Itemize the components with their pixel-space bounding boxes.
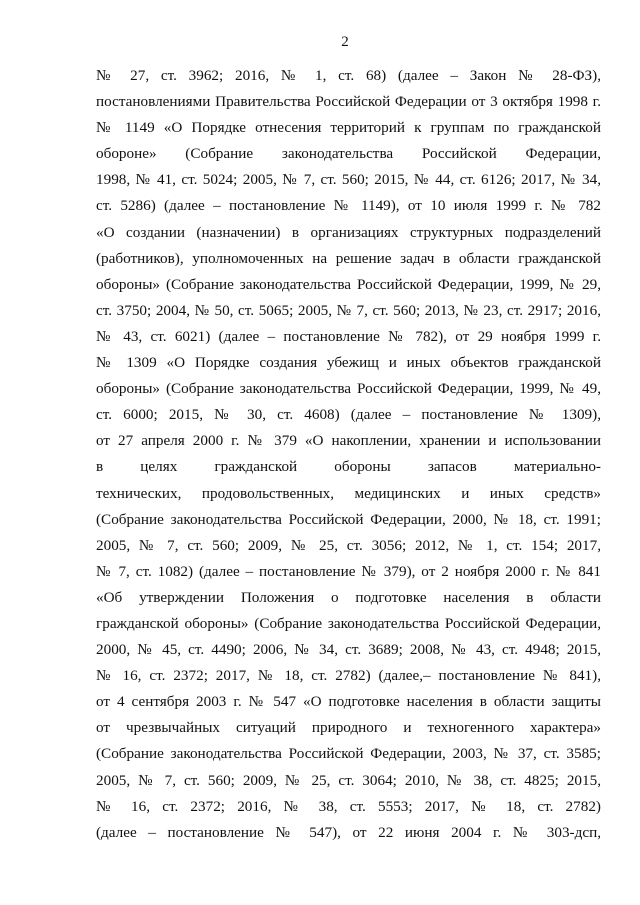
page-number: 2 xyxy=(341,34,349,50)
text-line: № 1309 «О Порядке создания убежищ и иных объектов гражданской xyxy=(96,354,601,372)
text-line: (далее – постановление № 547), от 22 июня 2004 г. № 303-дсп, xyxy=(96,823,601,841)
text-line: в целях гражданской обороны запасов материально- xyxy=(96,458,601,476)
document-body xyxy=(96,63,601,846)
text-line: 2005, № 7, ст. 560; 2009, № 25, ст. 3064; 2010, № 38, ст. 4825; 2015, xyxy=(96,771,601,789)
text-line: обороне» (Собрание законодательства Российской Федерации, xyxy=(96,145,601,163)
text-line: «Об утверждении Положения о подготовке населения в области xyxy=(96,588,601,606)
text-line: № 7, ст. 1082) (далее – постановление № 379), от 2 ноября 2000 г. № 841 xyxy=(96,562,601,580)
text-line: «О создании (назначении) в организациях структурных подразделений xyxy=(96,223,601,241)
text-line: от 4 сентября 2003 г. № 547 «О подготовке населения в области защиты xyxy=(96,693,601,711)
text-line: № 1149 «О Порядке отнесения территорий к группам по гражданской xyxy=(96,119,601,137)
text-line: ст. 3750; 2004, № 50, ст. 5065; 2005, № 7, ст. 560; 2013, № 23, ст. 2917; 2016, xyxy=(96,301,601,319)
text-line: 2000, № 45, ст. 4490; 2006, № 34, ст. 3689; 2008, № 43, ст. 4948; 2015, xyxy=(96,641,601,659)
text-line: ст. 5286) (далее – постановление № 1149), от 10 июля 1999 г. № 782 xyxy=(96,197,601,215)
text-line: (Собрание законодательства Российской Федерации, 2000, № 18, ст. 1991; xyxy=(96,510,601,528)
text-line: № 27, ст. 3962; 2016, № 1, ст. 68) (далее – Закон № 28-ФЗ), xyxy=(96,67,601,84)
text-line: (Собрание законодательства Российской Федерации, 2003, № 37, ст. 3585; xyxy=(96,745,601,763)
text-line: постановлениями Правительства Российской Федерации от 3 октября 1998 г. xyxy=(96,93,601,111)
text-line: гражданской обороны» (Собрание законодательства Российской Федерации, xyxy=(96,614,601,632)
text-line: от чрезвычайных ситуаций природного и техногенного характера» xyxy=(96,719,601,737)
text-line: 2005, № 7, ст. 560; 2009, № 25, ст. 3056; 2012, № 1, ст. 154; 2017, xyxy=(96,536,601,554)
text-line: № 16, ст. 2372; 2016, № 38, ст. 5553; 2017, № 18, ст. 2782) xyxy=(96,797,601,815)
text-line: ст. 6000; 2015, № 30, ст. 4608) (далее – постановление № 1309), xyxy=(96,406,601,424)
text-line: (работников), уполномоченных на решение задач в области гражданской xyxy=(96,249,601,267)
text-line: № 16, ст. 2372; 2017, № 18, ст. 2782) (далее,– постановление № 841), xyxy=(96,667,601,685)
text-line: 1998, № 41, ст. 5024; 2005, № 7, ст. 560; 2015, № 44, ст. 6126; 2017, № 34, xyxy=(96,171,601,189)
text-line: обороны» (Собрание законодательства Российской Федерации, 1999, № 49, xyxy=(96,380,601,398)
text-line: от 27 апреля 2000 г. № 379 «О накоплении, хранении и использовании xyxy=(96,432,601,450)
text-line: технических, продовольственных, медицинских и иных средств» xyxy=(96,484,601,502)
text-line: обороны» (Собрание законодательства Российской Федерации, 1999, № 29, xyxy=(96,275,601,293)
text-line: № 43, ст. 6021) (далее – постановление № 782), от 29 ноября 1999 г. xyxy=(96,327,601,345)
